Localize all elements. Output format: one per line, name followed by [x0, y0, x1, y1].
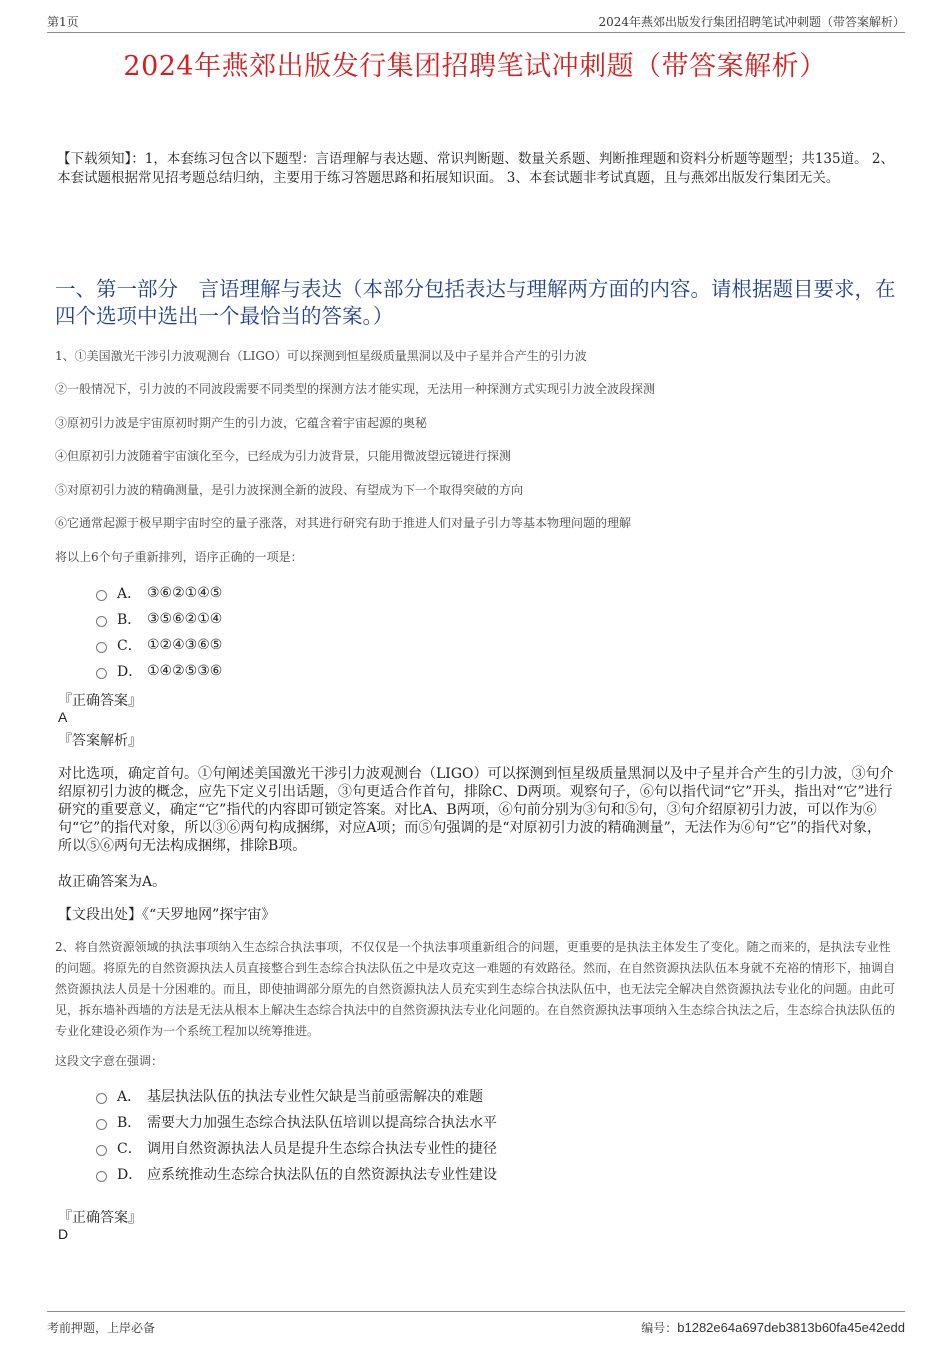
document-title: 2024年燕郊出版发行集团招聘笔试冲刺题（带答案解析）: [123, 51, 827, 82]
footer-id: 编号：b1282e64a697deb3813b60fa45e42edd: [641, 1320, 905, 1335]
header-doc-title: 2024年燕郊出版发行集团招聘笔试冲刺题（带答案解析）: [598, 15, 905, 29]
q1-analysis: 对比选项，确定首句。①句阐述美国激光干涉引力波观测台（LIGO）可以探测到恒星级质量黑洞以及中子星并合产生的引力波，③句介绍原初引力波的概念，应先下定义引出话题，③句更适合作首句，排除C、D两项。观察句子，⑥句以指代词“它”开头，指出对“它”进行研究的重要意义，确定“它”指代的内容即可锁定答案。对比A、B两项，⑥句前分别为③句和⑤句，③句介绍原初引力波，可以作为⑥句“它”的指代对象，所以③⑥两句构成捆绑，对应A项；而⑤句强调的是“对原初引力波的精确测量”，无法作为⑥句“它”的指代对象，所以⑤⑥两句无法构成捆绑，排除B项。: [58, 766, 894, 854]
q1-line-3: ③原初引力波是宇宙原初时期产生的引力波，它蕴含着宇宙起源的奥秘: [55, 416, 428, 430]
q1-prompt: 将以上6个句子重新排列，语序正确的一项是：: [55, 550, 303, 564]
page-number: 第1页: [47, 15, 79, 29]
q1-answer: A: [58, 709, 68, 725]
q1-line-4: ④但原初引力波随着宇宙演化至今，已经成为引力波背景，只能用微波望远镜进行探测: [55, 449, 512, 463]
section-heading: 一、第一部分 言语理解与表达（本部分包括表达与理解两方面的内容。请根据题目要求，在四个选项中选出一个最恰当的答案。）: [55, 277, 896, 328]
page-header: [47, 13, 905, 33]
radio-icon[interactable]: [96, 642, 107, 653]
q1-option-b[interactable]: B． ③⑤⑥②①④: [96, 609, 222, 629]
q2-option-a[interactable]: A． 基层执法队伍的执法专业性欠缺是当前亟需解决的难题: [96, 1086, 483, 1106]
page-footer: [47, 1311, 905, 1336]
radio-icon[interactable]: [96, 1171, 107, 1182]
q2-answer-label: 『正确答案』: [58, 1210, 142, 1226]
q1-line-2: ②一般情况下，引力波的不同波段需要不同类型的探测方法才能实现，无法用一种探测方式实现引力波全波段探测: [55, 382, 656, 396]
download-notice: 【下载须知】：1，本套练习包含以下题型：言语理解与表达题、常识判断题、数量关系题、判断推理题和资料分析题等题型；共135道。 2、本套试题根据常见招考题总结归纳，主要用于练习答题思路和拓展知识面。 3、本套试题非考试真题，且与燕郊出版发行集团无关。: [57, 151, 894, 186]
q1-option-c[interactable]: C． ①②④③⑥⑤: [96, 635, 222, 655]
radio-icon[interactable]: [96, 616, 107, 627]
q1-line-1: 1、①美国激光干涉引力波观测台（LIGO）可以探测到恒星级质量黑洞以及中子星并合产生的引力波: [55, 349, 587, 363]
radio-icon[interactable]: [96, 1093, 107, 1104]
q1-line-6: ⑥它通常起源于极早期宇宙时空的量子涨落，对其进行研究有助于推进人们对量子引力等基本物理问题的理解: [55, 516, 632, 530]
q1-option-a[interactable]: A． ③⑥②①④⑤: [96, 583, 222, 603]
q1-option-d[interactable]: D． ①④②⑤③⑥: [96, 661, 222, 681]
radio-icon[interactable]: [96, 590, 107, 601]
q1-answer-label: 『正确答案』: [58, 693, 142, 709]
q2-answer: D: [58, 1226, 69, 1242]
radio-icon[interactable]: [96, 1145, 107, 1156]
q2-prompt: 这段文字意在强调：: [55, 1054, 164, 1068]
q1-line-5: ⑤对原初引力波的精确测量，是引力波探测全新的波段、有望成为下一个取得突破的方向: [55, 483, 524, 497]
q1-analysis-label: 『答案解析』: [58, 733, 142, 749]
q1-source: 【文段出处】《“天罗地网”探宇宙》: [58, 907, 276, 923]
footer-slogan: 考前押题，上岸必备: [47, 1321, 156, 1335]
q2-passage: 2、将自然资源领域的执法事项纳入生态综合执法事项，不仅仅是一个执法事项重新组合的问题，更重要的是执法主体发生了变化。随之而来的，是执法专业性的问题。将原先的自然资源执法人员直接整合到生态综合执法队伍之中是攻克这一难题的有效路径。然而，在自然资源执法队伍本身就不充裕的情形下，抽调自然资源执法人员是十分困难的。而且，即使抽调部分原先的自然资源执法人员充实到生态综合执法队伍中，也无法完全解决自然资源执法专业化的问题。由此可见，拆东墙补西墙的方法是无法从根本上解决生态综合执法中的自然资源执法专业化问题的。在自然资源执法事项纳入生态综合执法之后，生态综合执法队伍的专业化建设必须作为一个系统工程加以统筹推进。: [55, 940, 896, 1038]
q2-option-c[interactable]: C． 调用自然资源执法人员是提升生态综合执法专业性的捷径: [96, 1138, 497, 1158]
q2-option-b[interactable]: B． 需要大力加强生态综合执法队伍培训以提高综合执法水平: [96, 1112, 497, 1132]
q2-option-d[interactable]: D． 应系统推动生态综合执法队伍的自然资源执法专业性建设: [96, 1164, 497, 1184]
radio-icon[interactable]: [96, 1119, 107, 1130]
q1-conclusion: 故正确答案为A。: [58, 874, 167, 890]
radio-icon[interactable]: [96, 668, 107, 679]
